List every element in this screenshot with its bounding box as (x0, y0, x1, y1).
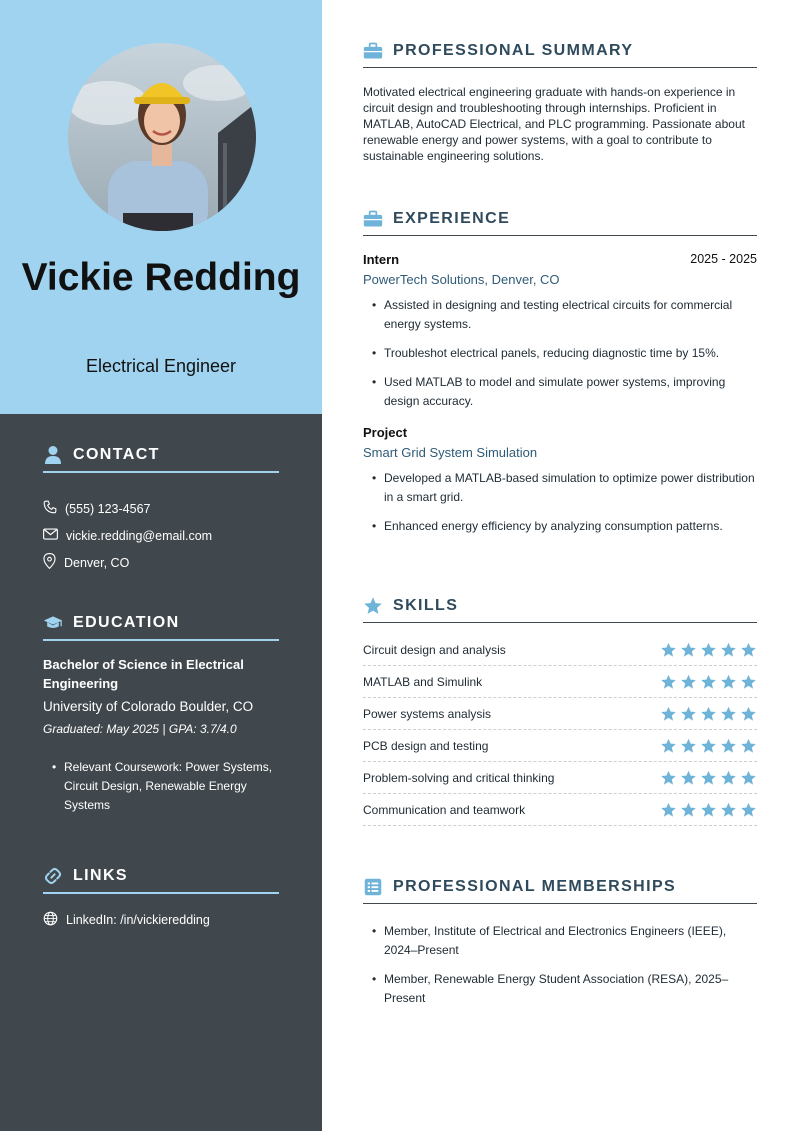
link-linkedin[interactable]: LinkedIn: /in/vickieredding (43, 906, 279, 933)
skill-name: MATLAB and Simulink (363, 674, 483, 689)
skill-row (363, 666, 757, 698)
star-icon (660, 706, 677, 722)
mail-icon (43, 528, 58, 543)
star-icon (720, 770, 737, 786)
education-heading: EDUCATION (43, 611, 279, 641)
star-icon (720, 706, 737, 722)
star-icon (680, 738, 697, 754)
contact-phone[interactable]: (555) 123-4567 (43, 495, 279, 522)
star-icon (740, 802, 757, 818)
star-icon (740, 706, 757, 722)
profile-header (0, 0, 322, 414)
star-icon (660, 674, 677, 690)
skill-rating (660, 674, 757, 690)
list-item: • Assisted in designing and testing electrical circuits for commercial energy systems. (363, 296, 757, 334)
star-icon (660, 642, 677, 658)
briefcase-icon (363, 209, 383, 229)
list-item: • Member, Institute of Electrical and Electronics Engineers (IEEE), 2024–Present (363, 922, 757, 960)
job-bullets (363, 296, 757, 411)
education-bullets (43, 758, 279, 815)
job-title: Project (363, 425, 408, 440)
star-icon (720, 802, 737, 818)
star-icon (680, 642, 697, 658)
star-icon (700, 674, 717, 690)
globe-icon (43, 911, 58, 929)
star-icon (740, 642, 757, 658)
skill-row (363, 762, 757, 794)
star-icon (680, 770, 697, 786)
skill-rating (660, 738, 757, 754)
skill-name: Problem-solving and critical thinking (363, 770, 555, 785)
skill-row (363, 698, 757, 730)
experience-entry (363, 425, 757, 536)
skill-name: Communication and teamwork (363, 802, 526, 817)
education-school: University of Colorado Boulder, CO (43, 699, 254, 714)
list-item: • Enhanced energy efficiency by analyzing consumption patterns. (363, 517, 757, 536)
star-icon (740, 738, 757, 754)
experience-entry (363, 252, 757, 411)
candidate-name: Vickie Redding (21, 256, 301, 299)
education-degree: Bachelor of Science in Electrical Engineering (43, 657, 244, 691)
star-icon (700, 770, 717, 786)
star-icon (720, 674, 737, 690)
list-icon (363, 877, 383, 897)
skill-rating (660, 802, 757, 818)
skill-rating (660, 706, 757, 722)
profile-photo (68, 43, 256, 231)
star-icon (660, 802, 677, 818)
skill-row (363, 730, 757, 762)
star-icon (363, 596, 383, 616)
summary-heading: PROFESSIONAL SUMMARY (363, 38, 757, 68)
graduation-cap-icon (43, 613, 63, 633)
skill-rating (660, 642, 757, 658)
skill-name: PCB design and testing (363, 738, 489, 753)
list-item: • Developed a MATLAB-based simulation to optimize power distribution in a smart grid. (363, 469, 757, 507)
star-icon (700, 802, 717, 818)
skill-name: Power systems analysis (363, 706, 492, 721)
job-date: 2025 - 2025 (690, 252, 757, 266)
skill-row (363, 794, 757, 826)
skill-name: Circuit design and analysis (363, 642, 506, 657)
star-icon (660, 738, 677, 754)
skill-rating (660, 770, 757, 786)
contact-location: Denver, CO (43, 549, 279, 576)
list-item: • Troubleshot electrical panels, reducing diagnostic time by 15%. (363, 344, 757, 363)
star-icon (720, 642, 737, 658)
list-item: • Relevant Coursework: Power Systems, Circuit Design, Renewable Energy Systems (43, 758, 279, 815)
star-icon (680, 802, 697, 818)
contact-section (43, 443, 279, 576)
memberships-section (363, 874, 757, 1018)
phone-icon (43, 500, 57, 517)
links-section (43, 864, 279, 933)
job-company: PowerTech Solutions, Denver, CO (363, 272, 560, 287)
summary-text: Motivated electrical engineering graduate with hands-on experience in circuit design and troubleshooting through internships. Proficient in MATLAB, AutoCAD Electrical, and PLC programming. Passionate about renewable energy and power systems, with a goal to contribute to sustainable engineering solutions. (363, 85, 745, 163)
job-company: Smart Grid System Simulation (363, 445, 538, 460)
candidate-role: Electrical Engineer (85, 356, 237, 376)
skills-section (363, 593, 757, 826)
education-section (43, 611, 279, 815)
list-item: • Member, Renewable Energy Student Association (RESA), 2025–Present (363, 970, 757, 1008)
star-icon (740, 770, 757, 786)
briefcase-icon (363, 41, 383, 61)
star-icon (720, 738, 737, 754)
star-icon (680, 706, 697, 722)
education-graduated: Graduated: May 2025 | GPA: 3.7/4.0 (43, 722, 237, 736)
star-icon (700, 642, 717, 658)
list-item: • Used MATLAB to model and simulate power systems, improving design accuracy. (363, 373, 757, 411)
memberships-heading: PROFESSIONAL MEMBERSHIPS (363, 874, 757, 904)
star-icon (680, 674, 697, 690)
user-icon (43, 445, 63, 465)
links-heading: LINKS (43, 864, 279, 894)
job-title: Intern (363, 252, 400, 267)
skills-list (363, 634, 757, 826)
star-icon (700, 706, 717, 722)
star-icon (660, 770, 677, 786)
memberships-list (363, 922, 757, 1008)
skill-row (363, 634, 757, 666)
link-icon (43, 866, 63, 886)
star-icon (740, 674, 757, 690)
experience-section (363, 206, 757, 546)
contact-email[interactable]: vickie.redding@email.com (43, 522, 279, 549)
location-pin-icon (43, 553, 56, 572)
contact-heading: CONTACT (43, 443, 279, 473)
experience-heading: EXPERIENCE (363, 206, 757, 236)
summary-section (363, 38, 757, 164)
star-icon (700, 738, 717, 754)
skills-heading: SKILLS (363, 593, 757, 623)
job-bullets (363, 469, 757, 536)
